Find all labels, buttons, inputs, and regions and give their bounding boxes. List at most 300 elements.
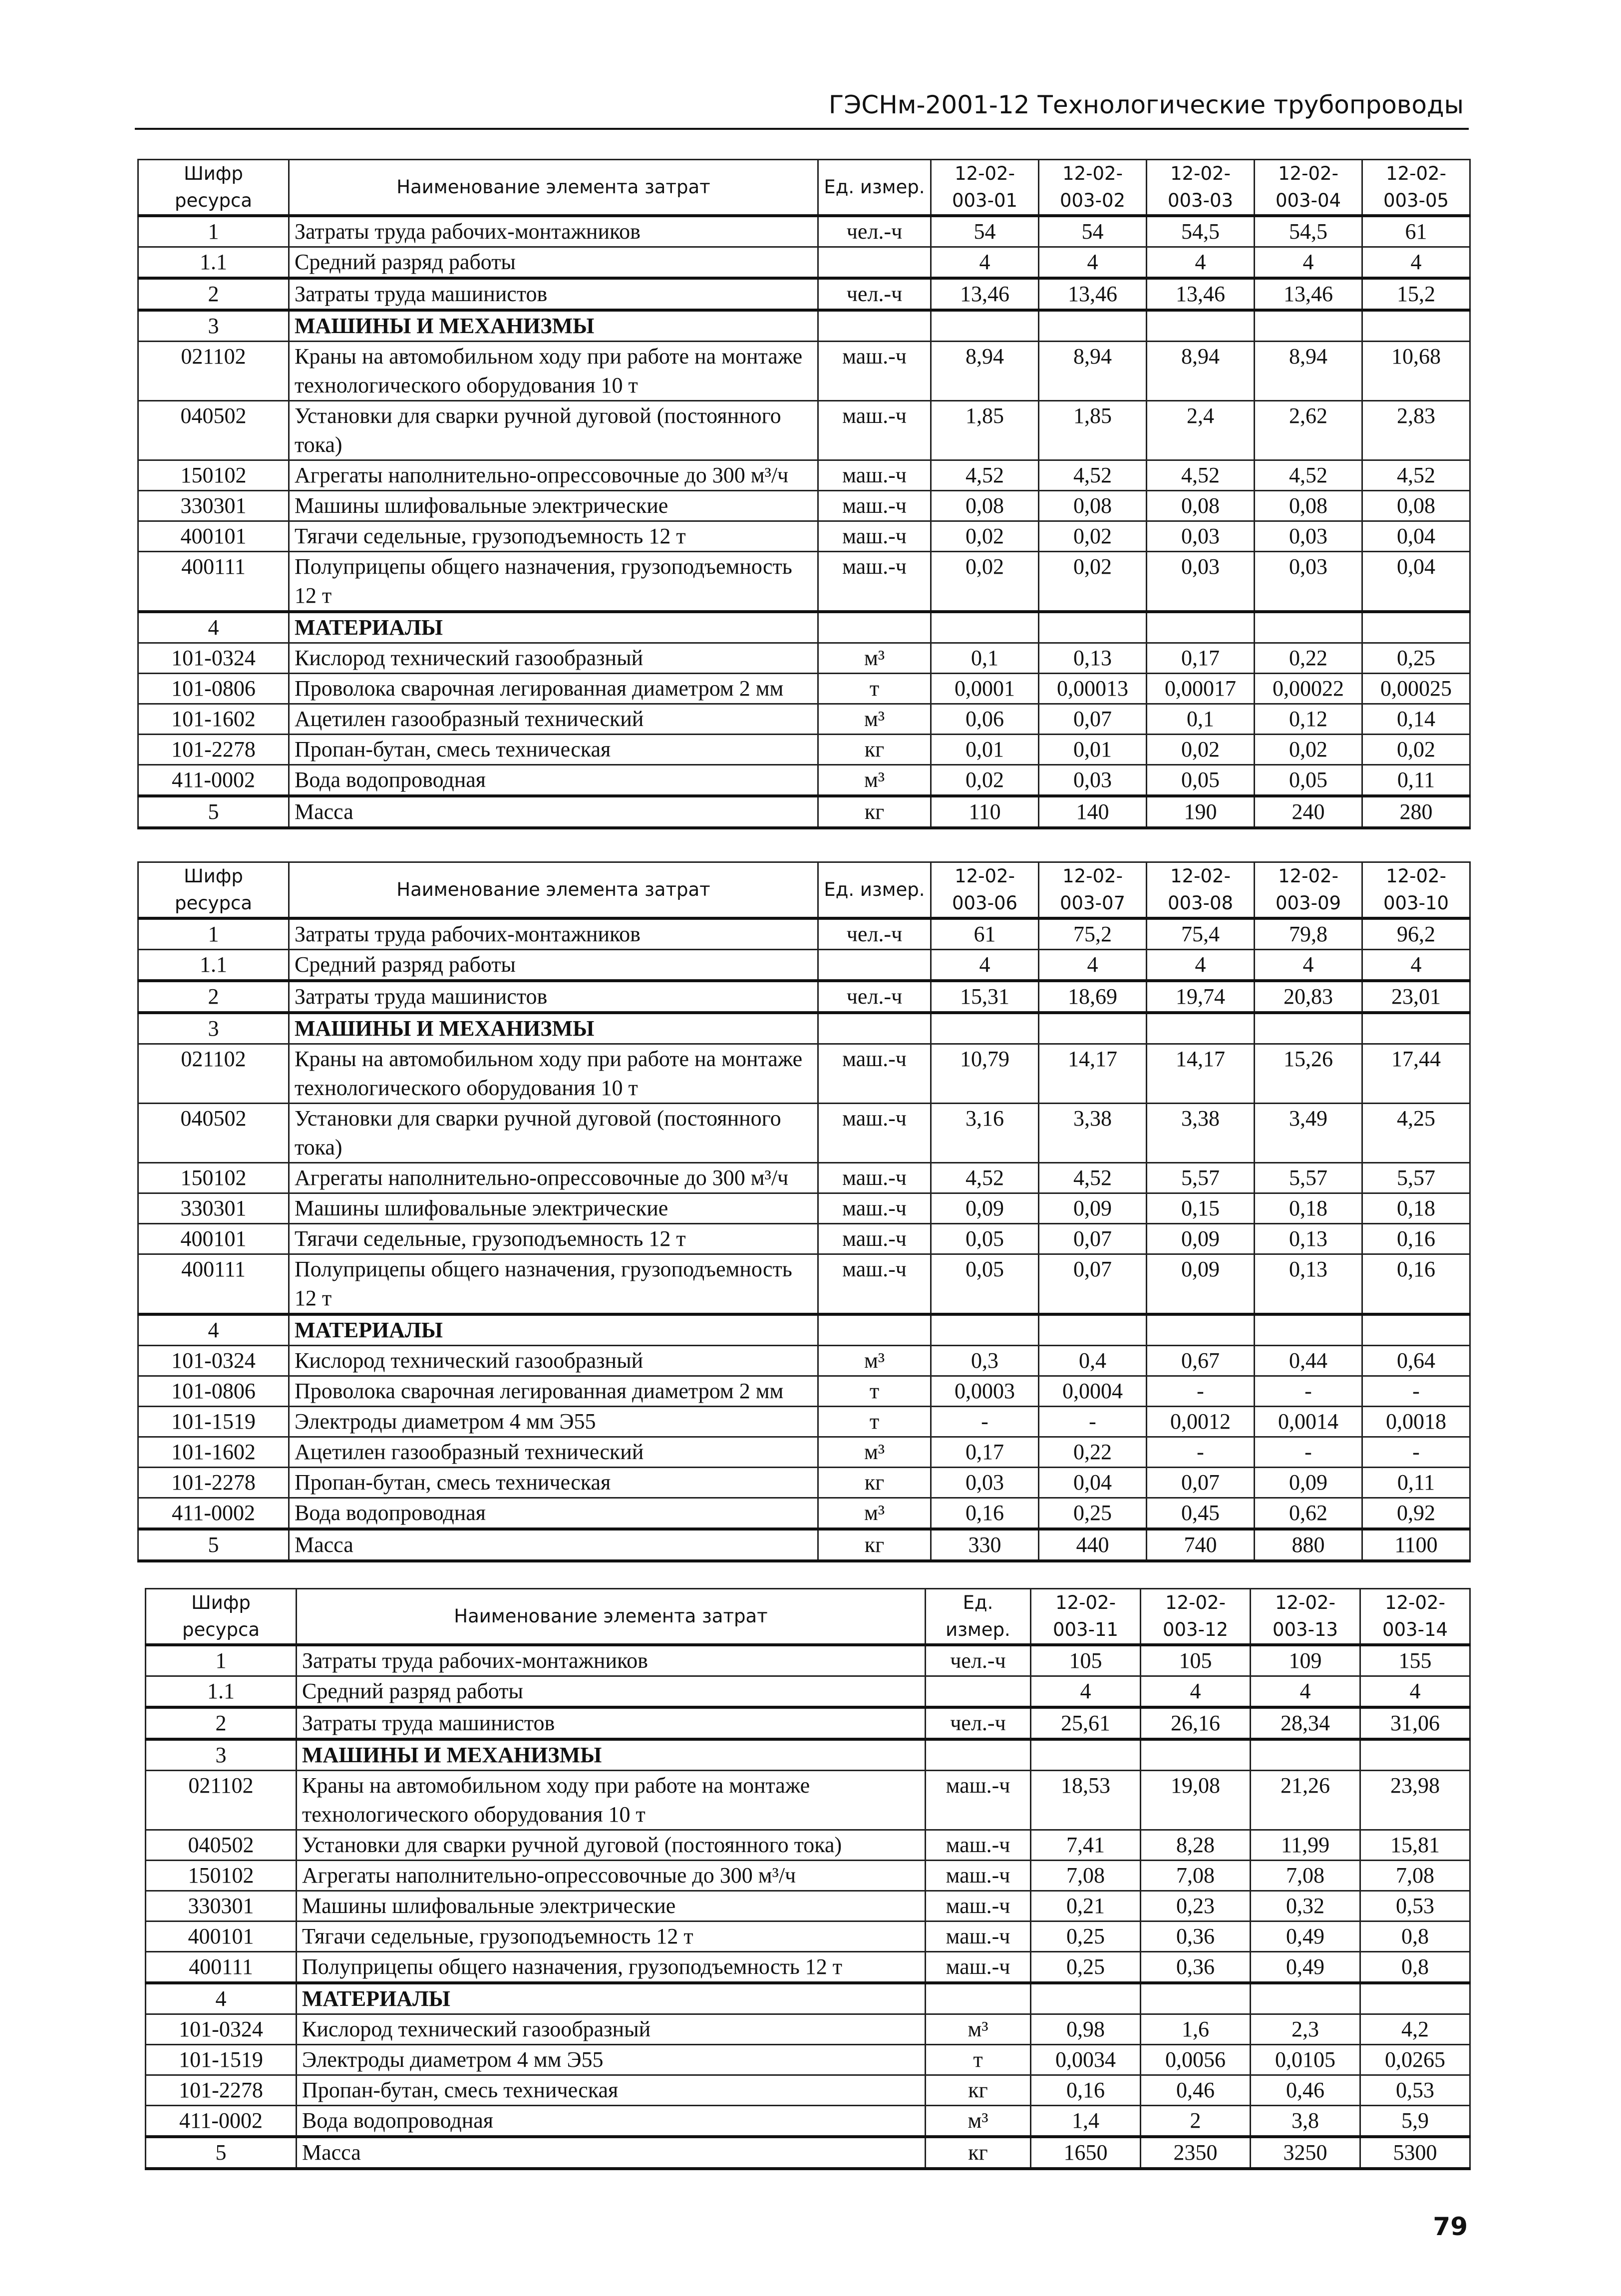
cost-element-name: Краны на автомобильном ходу при работе на монтаже технологического оборудования 10 т bbox=[289, 1044, 818, 1104]
value-cell: 109 bbox=[1251, 1645, 1360, 1676]
cost-element-name: Ацетилен газообразный технический bbox=[289, 1437, 818, 1468]
cost-element-name: Вода водопроводная bbox=[289, 765, 818, 796]
unit-of-measure bbox=[818, 247, 931, 279]
value-cell: 0,05 bbox=[1147, 765, 1255, 796]
table-row bbox=[138, 247, 1470, 279]
value-cell: 2 bbox=[1141, 2106, 1251, 2137]
unit-of-measure: маш.-ч bbox=[926, 1891, 1031, 1921]
unit-of-measure: маш.-ч bbox=[926, 1921, 1031, 1952]
value-cell: 20,83 bbox=[1255, 981, 1362, 1013]
value-cell: 0,08 bbox=[931, 491, 1039, 521]
cost-element-name: Средний разряд работы bbox=[297, 1676, 926, 1708]
value-cell: 11,99 bbox=[1251, 1830, 1360, 1861]
table-row bbox=[146, 2045, 1470, 2075]
cost-element-name: Установки для сварки ручной дуговой (постоянного тока) bbox=[297, 1830, 926, 1861]
resource-code: 400101 bbox=[138, 1224, 289, 1254]
resource-code: 4 bbox=[138, 1314, 289, 1346]
resource-code: 330301 bbox=[146, 1891, 297, 1921]
value-cell: 96,2 bbox=[1362, 918, 1470, 950]
value-cell: 0,23 bbox=[1141, 1891, 1251, 1921]
value-cell: 3,16 bbox=[931, 1104, 1039, 1163]
table-row bbox=[138, 401, 1470, 460]
value-cell: 54 bbox=[1039, 216, 1147, 247]
resource-code: 101-1602 bbox=[138, 1437, 289, 1468]
value-cell: 0,05 bbox=[931, 1254, 1039, 1315]
value-cell: 0,09 bbox=[1147, 1254, 1255, 1315]
value-cell: 8,28 bbox=[1141, 1830, 1251, 1861]
value-cell: 61 bbox=[931, 918, 1039, 950]
column-header-name: Наименование элемента затрат bbox=[289, 160, 818, 216]
unit-of-measure bbox=[818, 310, 931, 342]
value-cell bbox=[1141, 1983, 1251, 2014]
value-cell: 31,06 bbox=[1360, 1707, 1470, 1739]
value-cell: 8,94 bbox=[1147, 342, 1255, 401]
unit-of-measure bbox=[926, 1739, 1031, 1771]
value-cell: 13,46 bbox=[1147, 278, 1255, 310]
column-header-unit: Ед. измер. bbox=[818, 160, 931, 216]
unit-of-measure: кг bbox=[818, 796, 931, 828]
value-cell: 0,4 bbox=[1039, 1346, 1147, 1376]
table-row bbox=[138, 491, 1470, 521]
value-cell: 4,25 bbox=[1362, 1104, 1470, 1163]
column-header-code: Шифр ресурса bbox=[146, 1589, 297, 1645]
value-cell: 0,8 bbox=[1360, 1921, 1470, 1952]
value-cell: 0,22 bbox=[1039, 1437, 1147, 1468]
value-cell: 0,53 bbox=[1360, 2075, 1470, 2106]
cost-element-name: Тягачи седельные, грузоподъемность 12 т bbox=[297, 1921, 926, 1952]
table-row bbox=[138, 1193, 1470, 1224]
value-cell: 2,4 bbox=[1147, 401, 1255, 460]
cost-element-name: Затраты труда машинистов bbox=[289, 981, 818, 1013]
table-row bbox=[138, 796, 1470, 828]
value-cell: - bbox=[1147, 1437, 1255, 1468]
unit-of-measure: чел.-ч bbox=[926, 1707, 1031, 1739]
table-row bbox=[138, 216, 1470, 247]
value-cell: 5,57 bbox=[1255, 1163, 1362, 1193]
value-cell: 5,57 bbox=[1362, 1163, 1470, 1193]
table-row bbox=[146, 2014, 1470, 2045]
section-title: МАТЕРИАЛЫ bbox=[289, 1314, 818, 1346]
value-cell: 4,2 bbox=[1360, 2014, 1470, 2045]
value-cell: 0,00017 bbox=[1147, 674, 1255, 704]
value-cell: 0,07 bbox=[1039, 704, 1147, 735]
value-cell: 0,16 bbox=[1362, 1224, 1470, 1254]
section-title: МАШИНЫ И МЕХАНИЗМЫ bbox=[289, 310, 818, 342]
value-cell: 880 bbox=[1255, 1529, 1362, 1561]
value-cell: 0,64 bbox=[1362, 1346, 1470, 1376]
cost-element-name: Полуприцепы общего назначения, грузоподъемность 12 т bbox=[297, 1952, 926, 1983]
page-number: 79 bbox=[1433, 2212, 1468, 2241]
table-row bbox=[146, 1952, 1470, 1983]
value-cell: 26,16 bbox=[1141, 1707, 1251, 1739]
value-cell bbox=[1039, 612, 1147, 643]
value-cell: 0,36 bbox=[1141, 1952, 1251, 1983]
value-cell: 0,03 bbox=[931, 1468, 1039, 1498]
cost-element-name: Машины шлифовальные электрические bbox=[289, 1193, 818, 1224]
column-header-norm-code: 12-02-003-12 bbox=[1141, 1589, 1251, 1645]
unit-of-measure: кг bbox=[818, 1468, 931, 1498]
table-row bbox=[138, 643, 1470, 674]
value-cell: 4,52 bbox=[1362, 460, 1470, 491]
value-cell: 0,02 bbox=[931, 552, 1039, 612]
column-header-norm-code: 12-02-003-03 bbox=[1147, 160, 1255, 216]
value-cell: 19,08 bbox=[1141, 1771, 1251, 1830]
unit-of-measure: маш.-ч bbox=[926, 1952, 1031, 1983]
section-row bbox=[138, 1013, 1470, 1044]
value-cell: 7,08 bbox=[1251, 1861, 1360, 1891]
resource-code: 101-2278 bbox=[138, 1468, 289, 1498]
unit-of-measure: чел.-ч bbox=[818, 278, 931, 310]
value-cell: 4 bbox=[1251, 1676, 1360, 1708]
value-cell: 1650 bbox=[1031, 2137, 1141, 2169]
column-header-norm-code: 12-02-003-05 bbox=[1362, 160, 1470, 216]
resource-code: 021102 bbox=[138, 1044, 289, 1104]
table-row bbox=[138, 1044, 1470, 1104]
value-cell: 4 bbox=[1360, 1676, 1470, 1708]
value-cell: 1,85 bbox=[931, 401, 1039, 460]
resource-code: 101-0324 bbox=[138, 643, 289, 674]
column-header-name: Наименование элемента затрат bbox=[297, 1589, 926, 1645]
cost-element-name: Тягачи седельные, грузоподъемность 12 т bbox=[289, 1224, 818, 1254]
column-header-norm-code: 12-02-003-07 bbox=[1039, 862, 1147, 919]
cost-element-name: Вода водопроводная bbox=[297, 2106, 926, 2137]
value-cell: 4 bbox=[1039, 950, 1147, 981]
table-row bbox=[146, 2106, 1470, 2137]
resource-code: 3 bbox=[146, 1739, 297, 1771]
value-cell: 0,08 bbox=[1362, 491, 1470, 521]
value-cell: 0,0004 bbox=[1039, 1376, 1147, 1407]
value-cell: 4 bbox=[1147, 247, 1255, 279]
unit-of-measure bbox=[818, 1314, 931, 1346]
unit-of-measure: маш.-ч bbox=[926, 1771, 1031, 1830]
table-row bbox=[138, 1163, 1470, 1193]
value-cell: 0,09 bbox=[931, 1193, 1039, 1224]
cost-element-name: Краны на автомобильном ходу при работе на монтаже технологического оборудования 10 т bbox=[297, 1771, 926, 1830]
table-row bbox=[146, 1861, 1470, 1891]
value-cell: 8,94 bbox=[1039, 342, 1147, 401]
table-row bbox=[138, 1468, 1470, 1498]
column-header-code: Шифр ресурса bbox=[138, 160, 289, 216]
cost-element-name: Средний разряд работы bbox=[289, 950, 818, 981]
value-cell: 0,8 bbox=[1360, 1952, 1470, 1983]
resource-code: 040502 bbox=[138, 1104, 289, 1163]
resource-code: 330301 bbox=[138, 491, 289, 521]
unit-of-measure: кг bbox=[818, 735, 931, 765]
unit-of-measure: чел.-ч bbox=[818, 918, 931, 950]
value-cell: 8,94 bbox=[931, 342, 1039, 401]
value-cell: 1,4 bbox=[1031, 2106, 1141, 2137]
unit-of-measure: маш.-ч bbox=[818, 1163, 931, 1193]
value-cell: 15,81 bbox=[1360, 1830, 1470, 1861]
value-cell: 0,08 bbox=[1039, 491, 1147, 521]
cost-element-name: Краны на автомобильном ходу при работе на монтаже технологического оборудования 10 т bbox=[289, 342, 818, 401]
value-cell: 0,16 bbox=[931, 1498, 1039, 1530]
value-cell: 140 bbox=[1039, 796, 1147, 828]
value-cell: 0,02 bbox=[931, 765, 1039, 796]
value-cell: 105 bbox=[1031, 1645, 1141, 1676]
value-cell: 3,38 bbox=[1147, 1104, 1255, 1163]
value-cell: 0,01 bbox=[931, 735, 1039, 765]
value-cell: 23,98 bbox=[1360, 1771, 1470, 1830]
value-cell bbox=[1255, 310, 1362, 342]
table-row bbox=[146, 1921, 1470, 1952]
unit-of-measure bbox=[818, 1013, 931, 1044]
column-header-norm-code: 12-02-003-09 bbox=[1255, 862, 1362, 919]
unit-of-measure: маш.-ч bbox=[818, 1254, 931, 1315]
value-cell: 2,62 bbox=[1255, 401, 1362, 460]
table-row bbox=[146, 2075, 1470, 2106]
unit-of-measure: м³ bbox=[818, 765, 931, 796]
table-row bbox=[146, 1830, 1470, 1861]
table-row bbox=[138, 1376, 1470, 1407]
value-cell bbox=[1251, 1983, 1360, 2014]
cost-element-name: Агрегаты наполнительно-опрессовочные до 300 м³/ч bbox=[289, 1163, 818, 1193]
value-cell: 10,79 bbox=[931, 1044, 1039, 1104]
table-row bbox=[138, 981, 1470, 1013]
section-title: МАТЕРИАЛЫ bbox=[289, 612, 818, 643]
value-cell: 330 bbox=[931, 1529, 1039, 1561]
value-cell: 0,08 bbox=[1255, 491, 1362, 521]
cost-element-name: Машины шлифовальные электрические bbox=[289, 491, 818, 521]
cost-element-name: Средний разряд работы bbox=[289, 247, 818, 279]
value-cell: 0,02 bbox=[1039, 521, 1147, 552]
value-cell: 15,31 bbox=[931, 981, 1039, 1013]
resource-code: 101-2278 bbox=[146, 2075, 297, 2106]
value-cell: 75,4 bbox=[1147, 918, 1255, 950]
resource-code: 101-2278 bbox=[138, 735, 289, 765]
value-cell: 3250 bbox=[1251, 2137, 1360, 2169]
section-row bbox=[146, 1983, 1470, 2014]
value-cell bbox=[1362, 310, 1470, 342]
value-cell: 0,25 bbox=[1031, 1952, 1141, 1983]
value-cell: 0,03 bbox=[1255, 521, 1362, 552]
value-cell: 4 bbox=[1147, 950, 1255, 981]
table-row bbox=[138, 735, 1470, 765]
value-cell: 4 bbox=[1031, 1676, 1141, 1708]
cost-element-name: Затраты труда рабочих-монтажников bbox=[289, 216, 818, 247]
cost-element-name: Затраты труда рабочих-монтажников bbox=[297, 1645, 926, 1676]
resource-code: 4 bbox=[146, 1983, 297, 2014]
value-cell: 5,9 bbox=[1360, 2106, 1470, 2137]
resource-code: 150102 bbox=[138, 460, 289, 491]
value-cell: 0,04 bbox=[1362, 521, 1470, 552]
value-cell bbox=[1141, 1739, 1251, 1771]
value-cell: 0,02 bbox=[1039, 552, 1147, 612]
unit-of-measure bbox=[926, 1676, 1031, 1708]
resource-code: 1 bbox=[146, 1645, 297, 1676]
value-cell: 0,16 bbox=[1362, 1254, 1470, 1315]
value-cell: - bbox=[1255, 1437, 1362, 1468]
resource-code: 1.1 bbox=[146, 1676, 297, 1708]
value-cell: 3,49 bbox=[1255, 1104, 1362, 1163]
resource-code: 411-0002 bbox=[138, 1498, 289, 1530]
value-cell: 1,85 bbox=[1039, 401, 1147, 460]
resource-code: 150102 bbox=[146, 1861, 297, 1891]
value-cell bbox=[1147, 310, 1255, 342]
cost-element-name: Масса bbox=[289, 796, 818, 828]
value-cell: 0,25 bbox=[1362, 643, 1470, 674]
value-cell: 0,07 bbox=[1039, 1224, 1147, 1254]
cost-element-name: Полуприцепы общего назначения, грузоподъемность 12 т bbox=[289, 552, 818, 612]
resource-code: 2 bbox=[146, 1707, 297, 1739]
unit-of-measure: маш.-ч bbox=[818, 401, 931, 460]
value-cell: 0,0034 bbox=[1031, 2045, 1141, 2075]
unit-of-measure: маш.-ч bbox=[818, 460, 931, 491]
value-cell bbox=[931, 1314, 1039, 1346]
resource-code: 400101 bbox=[146, 1921, 297, 1952]
unit-of-measure: маш.-ч bbox=[818, 1044, 931, 1104]
value-cell: - bbox=[1362, 1437, 1470, 1468]
value-cell: 0,21 bbox=[1031, 1891, 1141, 1921]
unit-of-measure: м³ bbox=[818, 704, 931, 735]
value-cell: 4 bbox=[1362, 950, 1470, 981]
cost-element-name: Вода водопроводная bbox=[289, 1498, 818, 1530]
table-row bbox=[138, 1346, 1470, 1376]
column-header-norm-code: 12-02-003-04 bbox=[1255, 160, 1362, 216]
resource-code: 150102 bbox=[138, 1163, 289, 1193]
table-row bbox=[146, 1771, 1470, 1830]
value-cell bbox=[1031, 1739, 1141, 1771]
value-cell: 0,0265 bbox=[1360, 2045, 1470, 2075]
column-header-norm-code: 12-02-003-08 bbox=[1147, 862, 1255, 919]
value-cell: 7,08 bbox=[1031, 1861, 1141, 1891]
cost-element-name: Пропан-бутан, смесь техническая bbox=[289, 1468, 818, 1498]
value-cell: 0,11 bbox=[1362, 765, 1470, 796]
value-cell: 0,13 bbox=[1039, 643, 1147, 674]
table-row bbox=[138, 342, 1470, 401]
resource-code: 101-0324 bbox=[146, 2014, 297, 2045]
unit-of-measure: маш.-ч bbox=[818, 1104, 931, 1163]
value-cell: - bbox=[1362, 1376, 1470, 1407]
column-header-norm-code: 12-02-003-14 bbox=[1360, 1589, 1470, 1645]
cost-element-name: Агрегаты наполнительно-опрессовочные до 300 м³/ч bbox=[297, 1861, 926, 1891]
section-row bbox=[146, 1739, 1470, 1771]
table-row bbox=[146, 1676, 1470, 1708]
value-cell: 0,06 bbox=[931, 704, 1039, 735]
value-cell: 0,45 bbox=[1147, 1498, 1255, 1530]
cost-element-name: Проволока сварочная легированная диаметром 2 мм bbox=[289, 1376, 818, 1407]
table-row bbox=[138, 1407, 1470, 1437]
value-cell: 0,09 bbox=[1039, 1193, 1147, 1224]
norm-table-3 bbox=[145, 1588, 1471, 2170]
resource-code: 2 bbox=[138, 981, 289, 1013]
cost-element-name: Затраты труда машинистов bbox=[289, 278, 818, 310]
unit-of-measure: т bbox=[926, 2045, 1031, 2075]
unit-of-measure bbox=[926, 1983, 1031, 2014]
cost-element-name: Агрегаты наполнительно-опрессовочные до 300 м³/ч bbox=[289, 460, 818, 491]
value-cell: 0,22 bbox=[1255, 643, 1362, 674]
value-cell: 0,67 bbox=[1147, 1346, 1255, 1376]
value-cell: 0,0105 bbox=[1251, 2045, 1360, 2075]
value-cell: 2,83 bbox=[1362, 401, 1470, 460]
cost-element-name: Установки для сварки ручной дуговой (постоянного тока) bbox=[289, 401, 818, 460]
value-cell: 7,41 bbox=[1031, 1830, 1141, 1861]
table-row bbox=[138, 1437, 1470, 1468]
value-cell bbox=[1362, 612, 1470, 643]
value-cell: 3,38 bbox=[1039, 1104, 1147, 1163]
unit-of-measure: маш.-ч bbox=[818, 552, 931, 612]
unit-of-measure: маш.-ч bbox=[818, 1224, 931, 1254]
table-header-row bbox=[146, 1589, 1470, 1645]
value-cell: 25,61 bbox=[1031, 1707, 1141, 1739]
resource-code: 330301 bbox=[138, 1193, 289, 1224]
value-cell: 2,3 bbox=[1251, 2014, 1360, 2045]
value-cell: 0,46 bbox=[1251, 2075, 1360, 2106]
value-cell: - bbox=[1255, 1376, 1362, 1407]
cost-element-name: Установки для сварки ручной дуговой (постоянного тока) bbox=[289, 1104, 818, 1163]
resource-code: 1 bbox=[138, 216, 289, 247]
resource-code: 400111 bbox=[138, 552, 289, 612]
value-cell: 79,8 bbox=[1255, 918, 1362, 950]
value-cell: 155 bbox=[1360, 1645, 1470, 1676]
table-header-row bbox=[138, 160, 1470, 216]
value-cell: 15,2 bbox=[1362, 278, 1470, 310]
unit-of-measure: чел.-ч bbox=[818, 216, 931, 247]
value-cell: 0,44 bbox=[1255, 1346, 1362, 1376]
cost-element-name: Ацетилен газообразный технический bbox=[289, 704, 818, 735]
value-cell: 0,1 bbox=[931, 643, 1039, 674]
value-cell: 0,08 bbox=[1147, 491, 1255, 521]
value-cell bbox=[931, 310, 1039, 342]
value-cell: 0,0012 bbox=[1147, 1407, 1255, 1437]
resource-code: 400111 bbox=[138, 1254, 289, 1315]
unit-of-measure: т bbox=[818, 1376, 931, 1407]
resource-code: 3 bbox=[138, 1013, 289, 1044]
value-cell: 0,00013 bbox=[1039, 674, 1147, 704]
value-cell: 0,04 bbox=[1039, 1468, 1147, 1498]
value-cell: 18,53 bbox=[1031, 1771, 1141, 1830]
unit-of-measure: м³ bbox=[818, 1346, 931, 1376]
value-cell: 0,03 bbox=[1255, 552, 1362, 612]
resource-code: 5 bbox=[138, 796, 289, 828]
table-row bbox=[138, 1224, 1470, 1254]
resource-code: 101-0806 bbox=[138, 1376, 289, 1407]
resource-code: 5 bbox=[146, 2137, 297, 2169]
value-cell: 4 bbox=[1255, 247, 1362, 279]
value-cell: - bbox=[1039, 1407, 1147, 1437]
value-cell: 5,57 bbox=[1147, 1163, 1255, 1193]
value-cell: 0,00025 bbox=[1362, 674, 1470, 704]
value-cell: 0,25 bbox=[1039, 1498, 1147, 1530]
value-cell: 0,03 bbox=[1147, 521, 1255, 552]
value-cell: 0,02 bbox=[1255, 735, 1362, 765]
value-cell: 0,17 bbox=[931, 1437, 1039, 1468]
cost-element-name: Тягачи седельные, грузоподъемность 12 т bbox=[289, 521, 818, 552]
section-title: МАТЕРИАЛЫ bbox=[297, 1983, 926, 2014]
value-cell: 0,17 bbox=[1147, 643, 1255, 674]
value-cell bbox=[1255, 612, 1362, 643]
table-row bbox=[138, 1498, 1470, 1530]
unit-of-measure: т bbox=[818, 1407, 931, 1437]
value-cell: 105 bbox=[1141, 1645, 1251, 1676]
value-cell: 75,2 bbox=[1039, 918, 1147, 950]
value-cell: 110 bbox=[931, 796, 1039, 828]
value-cell: 14,17 bbox=[1039, 1044, 1147, 1104]
value-cell: 0,03 bbox=[1039, 765, 1147, 796]
value-cell: 0,00022 bbox=[1255, 674, 1362, 704]
unit-of-measure: м³ bbox=[926, 2106, 1031, 2137]
value-cell: 0,3 bbox=[931, 1346, 1039, 1376]
value-cell: 740 bbox=[1147, 1529, 1255, 1561]
resource-code: 101-1519 bbox=[138, 1407, 289, 1437]
resource-code: 411-0002 bbox=[138, 765, 289, 796]
cost-element-name: Масса bbox=[297, 2137, 926, 2169]
value-cell: 4 bbox=[1255, 950, 1362, 981]
value-cell: 0,04 bbox=[1362, 552, 1470, 612]
resource-code: 400101 bbox=[138, 521, 289, 552]
value-cell: 4 bbox=[1141, 1676, 1251, 1708]
value-cell bbox=[1255, 1013, 1362, 1044]
